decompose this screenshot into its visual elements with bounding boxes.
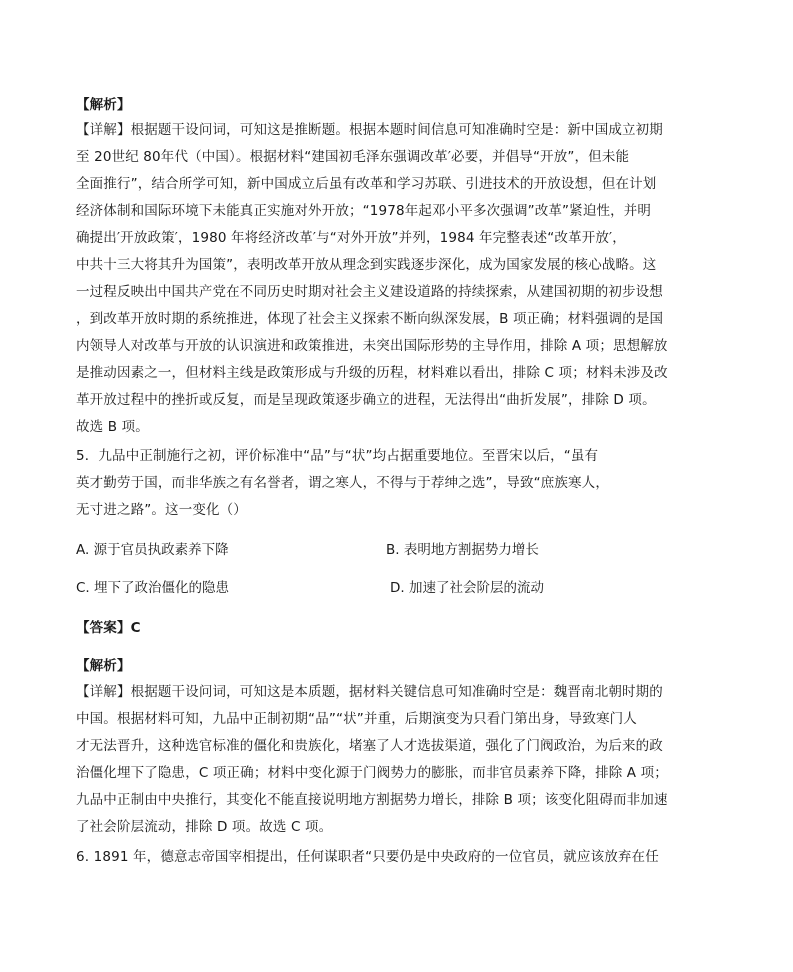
- explanation-line: 中国。根据材料可知，九品中正制初期“品”“状”并重，后期演变为只看门第出身，导致寒门人: [76, 711, 637, 727]
- explanation-line: 一过程反映出中国共产党在不同历史时期对社会主义建设道路的持续探索，从建国初期的初步设想: [76, 284, 663, 300]
- answer-label: 【答案】C: [76, 620, 141, 636]
- explanation-line: 革开放过程中的挫折或反复，而是呈现政策逐步确立的进程，无法得出“曲折发展”，排除 D 项。: [76, 392, 656, 408]
- question-stem-line: 无寸进之路”。这一变化（）: [76, 502, 247, 518]
- explanation-line: ，到改革开放时期的系统推进，体现了社会主义探索不断向纵深发展，B 项正确；材料强调的是国: [76, 311, 664, 327]
- explanation-line: 故选 B 项。: [76, 419, 149, 435]
- explanation-line: 至 20世纪 80年代（中国）。根据材料“建国初毛泽东强调改革′必要，并倡导“开放”，但未能: [76, 149, 630, 165]
- explanation-line: 【详解】根据题干设问词，可知这是本质题，据材料关键信息可知准确时空是：魏晋南北朝时期的: [76, 684, 663, 700]
- explanation-line: 内领导人对改革与开放的认识演进和政策推进，未突出国际形势的主导作用，排除 A 项；思想解放: [76, 338, 668, 354]
- explanation-heading: 【解析】: [76, 658, 131, 674]
- explanation-heading: 【解析】: [76, 97, 131, 113]
- option-c: C. 埋下了政治僵化的隐患: [76, 580, 230, 596]
- option-d: D. 加速了社会阶层的流动: [390, 580, 544, 596]
- explanation-line: 才无法晋升，这种选官标准的僵化和贵族化，堵塞了人才选拔渠道，强化了门阀政治，为后来的政: [76, 738, 663, 754]
- explanation-line: 全面推行”，结合所学可知，新中国成立后虽有改革和学习苏联、引进技术的开放设想，但在计划: [76, 176, 657, 192]
- explanation-line: 了社会阶层流动，排除 D 项。故选 C 项。: [76, 819, 333, 835]
- explanation-line: 中共十三大将其升为国策”，表明改革开放从理念到实践逐步深化，成为国家发展的核心战略。这: [76, 257, 657, 273]
- explanation-line: 是推动因素之一，但材料主线是政策形成与升级的历程，材料难以看出，排除 C 项；材料未涉及改: [76, 365, 668, 381]
- explanation-line: 治僵化埋下了隐患，C 项正确；材料中变化源于门阀势力的膨胀，而非官员素养下降，排除 A 项；: [76, 765, 668, 781]
- explanation-line: 九品中正制由中央推行，其变化不能直接说明地方割据势力增长，排除 B 项；该变化阻碍而非加速: [76, 792, 668, 808]
- option-b: B. 表明地方割据势力增长: [386, 542, 539, 558]
- explanation-line: 确提出′开放政策′，1980 年将经济改革′与“对外开放”并列，1984 年完整表述“改革开放′，: [76, 230, 626, 246]
- question-stem-line: 5．九品中正制施行之初，评价标准中“品”与“状”均占据重要地位。至晋宋以后，“虽有: [76, 448, 599, 464]
- explanation-line: 【详解】根据题干设问词，可知这是推断题。根据本题时间信息可知准确时空是：新中国成立初期: [76, 122, 663, 138]
- question-stem-line: 6. 1891 年，德意志帝国宰相提出，任何谋职者“只要仍是中央政府的一位官员，就应该放弃在任: [76, 849, 659, 865]
- option-a: A. 源于官员执政素养下降: [76, 542, 229, 558]
- question-stem-line: 英才勤劳于国，而非华族之有名誉者，谓之寒人，不得与于荐绅之选”，导致“庶族寒人，: [76, 475, 609, 491]
- explanation-line: 经济体制和国际环境下未能真正实施对外开放；“1978年起邓小平多次强调”改革”紧迫性，并明: [76, 203, 652, 219]
